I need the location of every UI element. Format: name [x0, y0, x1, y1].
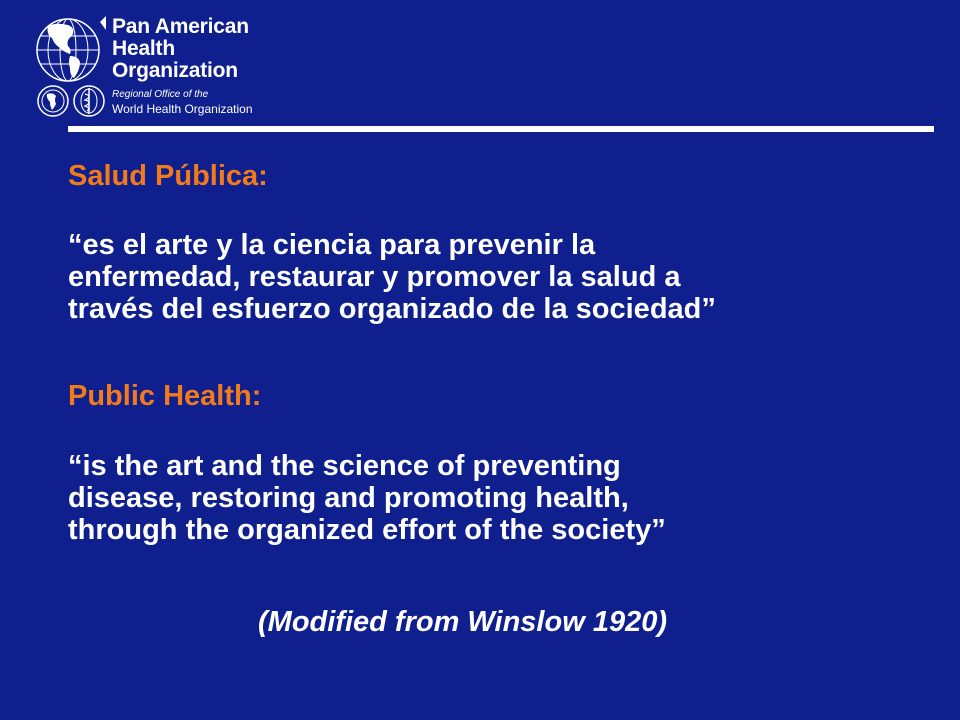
header-divider	[68, 126, 934, 132]
org-subtitle-line-2: World Health Organization	[112, 102, 253, 116]
org-name-line-1: Pan American	[112, 15, 249, 38]
paho-seal-icon	[36, 84, 70, 118]
who-emblem-icon	[72, 84, 106, 118]
spanish-quote-line-3: través del esfuerzo organizado de la sociedad”	[68, 293, 716, 325]
spanish-quote	[68, 229, 948, 325]
english-quote-line-3: through the organized effort of the society”	[68, 514, 666, 546]
globe-logo-icon	[34, 16, 106, 84]
spanish-quote-line-1: “es el arte y la ciencia para prevenir la	[68, 229, 596, 261]
spanish-quote-line-2: enfermedad, restaurar y promover la salud a	[68, 261, 681, 293]
org-name-line-2: Health	[112, 37, 175, 60]
english-heading: Public Health:	[68, 380, 262, 412]
spanish-heading: Salud Pública:	[68, 160, 268, 192]
org-subtitle-line-1: Regional Office of the	[112, 89, 209, 100]
english-quote-line-1: “is the art and the science of preventing	[68, 450, 621, 482]
org-name	[112, 16, 249, 82]
org-subtitle	[112, 88, 253, 116]
source-citation: (Modified from Winslow 1920)	[258, 606, 667, 638]
org-name-line-3: Organization	[112, 59, 238, 82]
english-quote-line-2: disease, restoring and promoting health,	[68, 482, 629, 514]
english-quote	[68, 450, 948, 546]
